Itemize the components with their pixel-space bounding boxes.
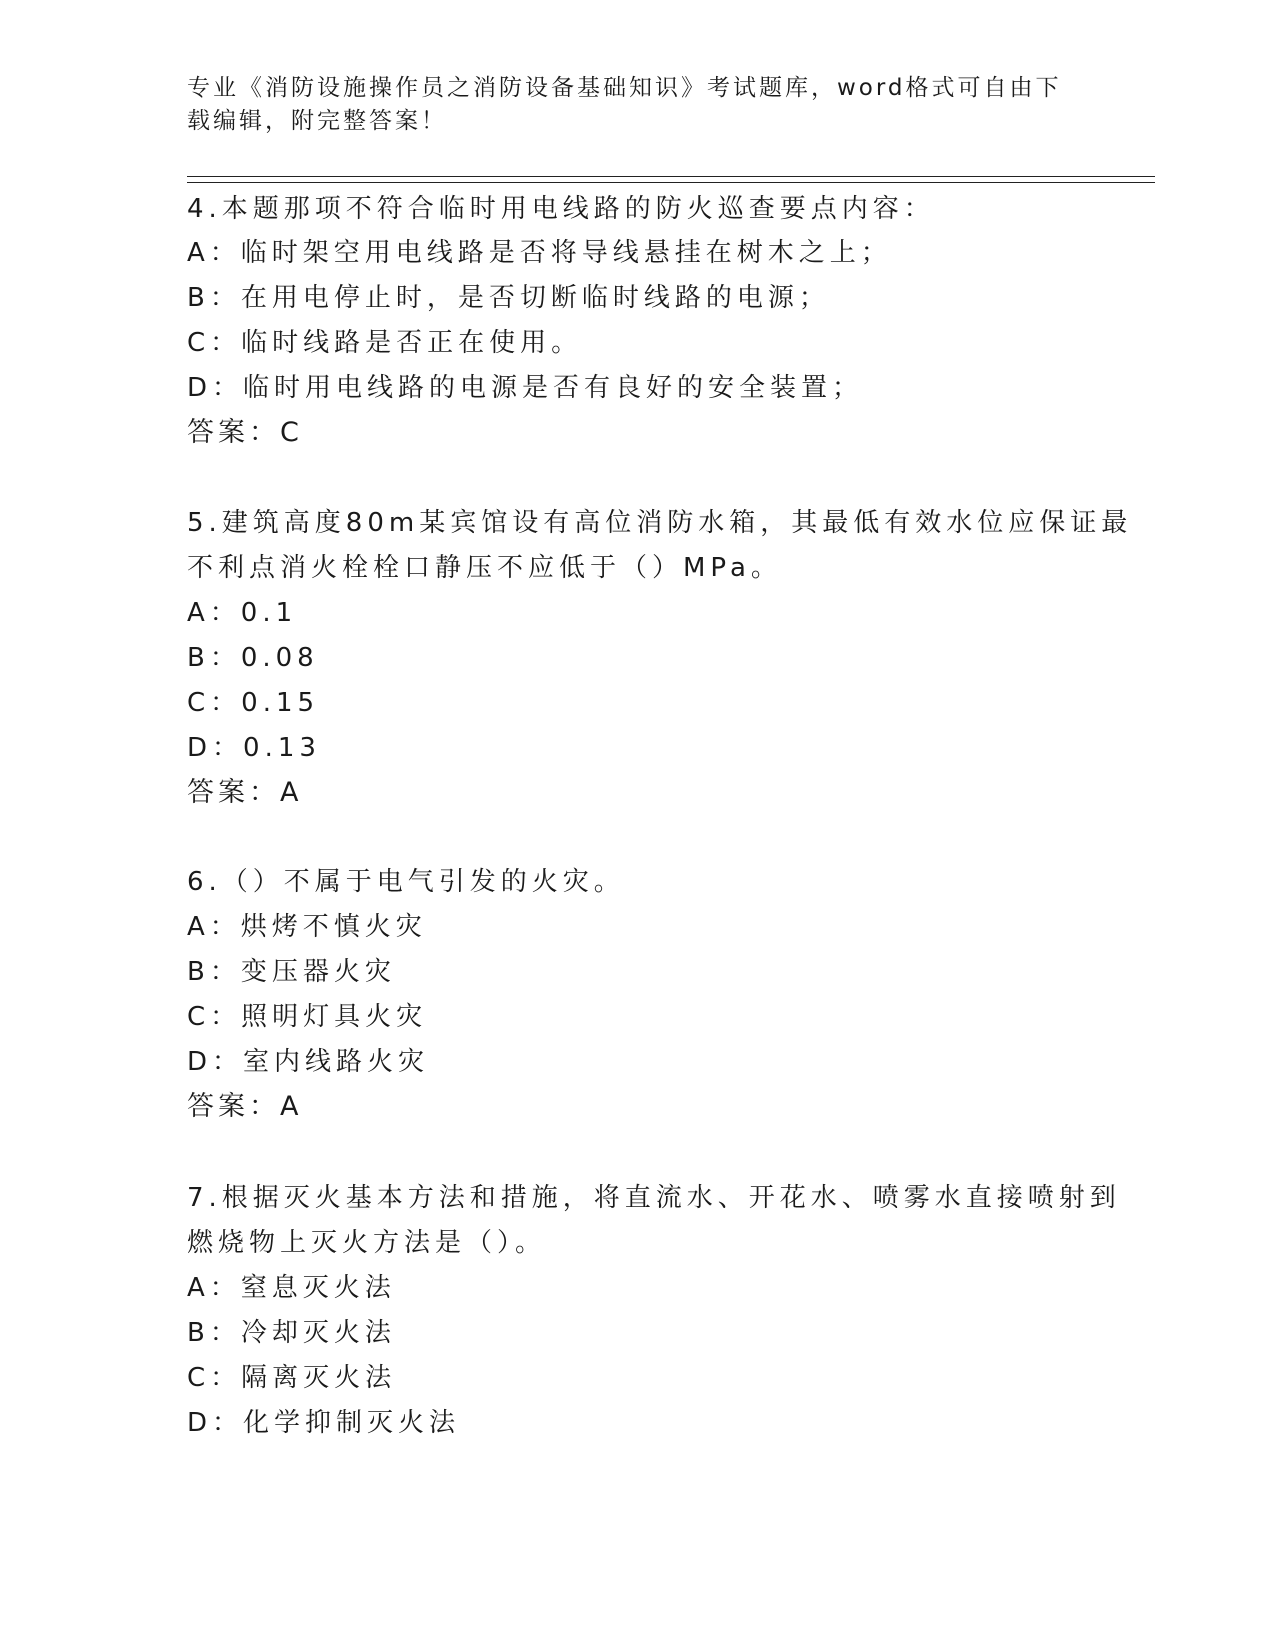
header-divider-bottom (187, 182, 1155, 183)
question-5-option-c: C：0.15 (187, 688, 320, 718)
question-6-option-d: D：室内线路火灾 (187, 1047, 430, 1077)
question-5-option-b: B：0.08 (187, 643, 319, 673)
header-divider-top (187, 176, 1155, 177)
question-5-stem-line-1: 5.建筑高度80m某宾馆设有高位消防水箱，其最低有效水位应保证最 (187, 508, 1133, 538)
question-4-option-b: B：在用电停止时，是否切断临时线路的电源； (187, 283, 830, 313)
question-7-option-b: B：冷却灭火法 (187, 1318, 396, 1348)
question-6-option-a: A：烘烤不慎火灾 (187, 912, 427, 942)
question-7-option-a: A：窒息灭火法 (187, 1273, 396, 1303)
question-4-option-c: C：临时线路是否正在使用。 (187, 328, 583, 358)
question-5-stem-line-2: 不利点消火栓栓口静压不应低于（）MPa。 (187, 553, 782, 583)
document-header: 专业《消防设施操作员之消防设备基础知识》考试题库，word格式可自由下载编辑，附完整答案！ (187, 75, 1062, 134)
question-6-answer: 答案：A (187, 1091, 303, 1122)
question-6-option-c: C：照明灯具火灾 (187, 1002, 428, 1032)
question-5-option-d: D：0.13 (187, 733, 321, 763)
question-4-option-d: D：临时用电线路的电源是否有良好的安全装置； (187, 373, 864, 403)
question-4-stem: 4.本题那项不符合临时用电线路的防火巡查要点内容： (187, 194, 935, 224)
question-7-option-d: D：化学抑制灭火法 (187, 1408, 461, 1438)
question-5-option-a: A：0.1 (187, 598, 298, 628)
question-7-option-c: C：隔离灭火法 (187, 1363, 397, 1393)
question-7-stem-line-2: 燃烧物上灭火方法是（）。 (187, 1228, 547, 1258)
question-4-option-a: A：临时架空用电线路是否将导线悬挂在树木之上； (187, 238, 892, 268)
question-6-stem: 6.（）不属于电气引发的火灾。 (187, 867, 625, 897)
question-4-answer: 答案：C (187, 417, 303, 448)
question-6-option-b: B：变压器火灾 (187, 957, 396, 987)
question-7-stem-line-1: 7.根据灭火基本方法和措施，将直流水、开花水、喷雾水直接喷射到 (187, 1183, 1121, 1213)
question-5-answer: 答案：A (187, 777, 303, 808)
